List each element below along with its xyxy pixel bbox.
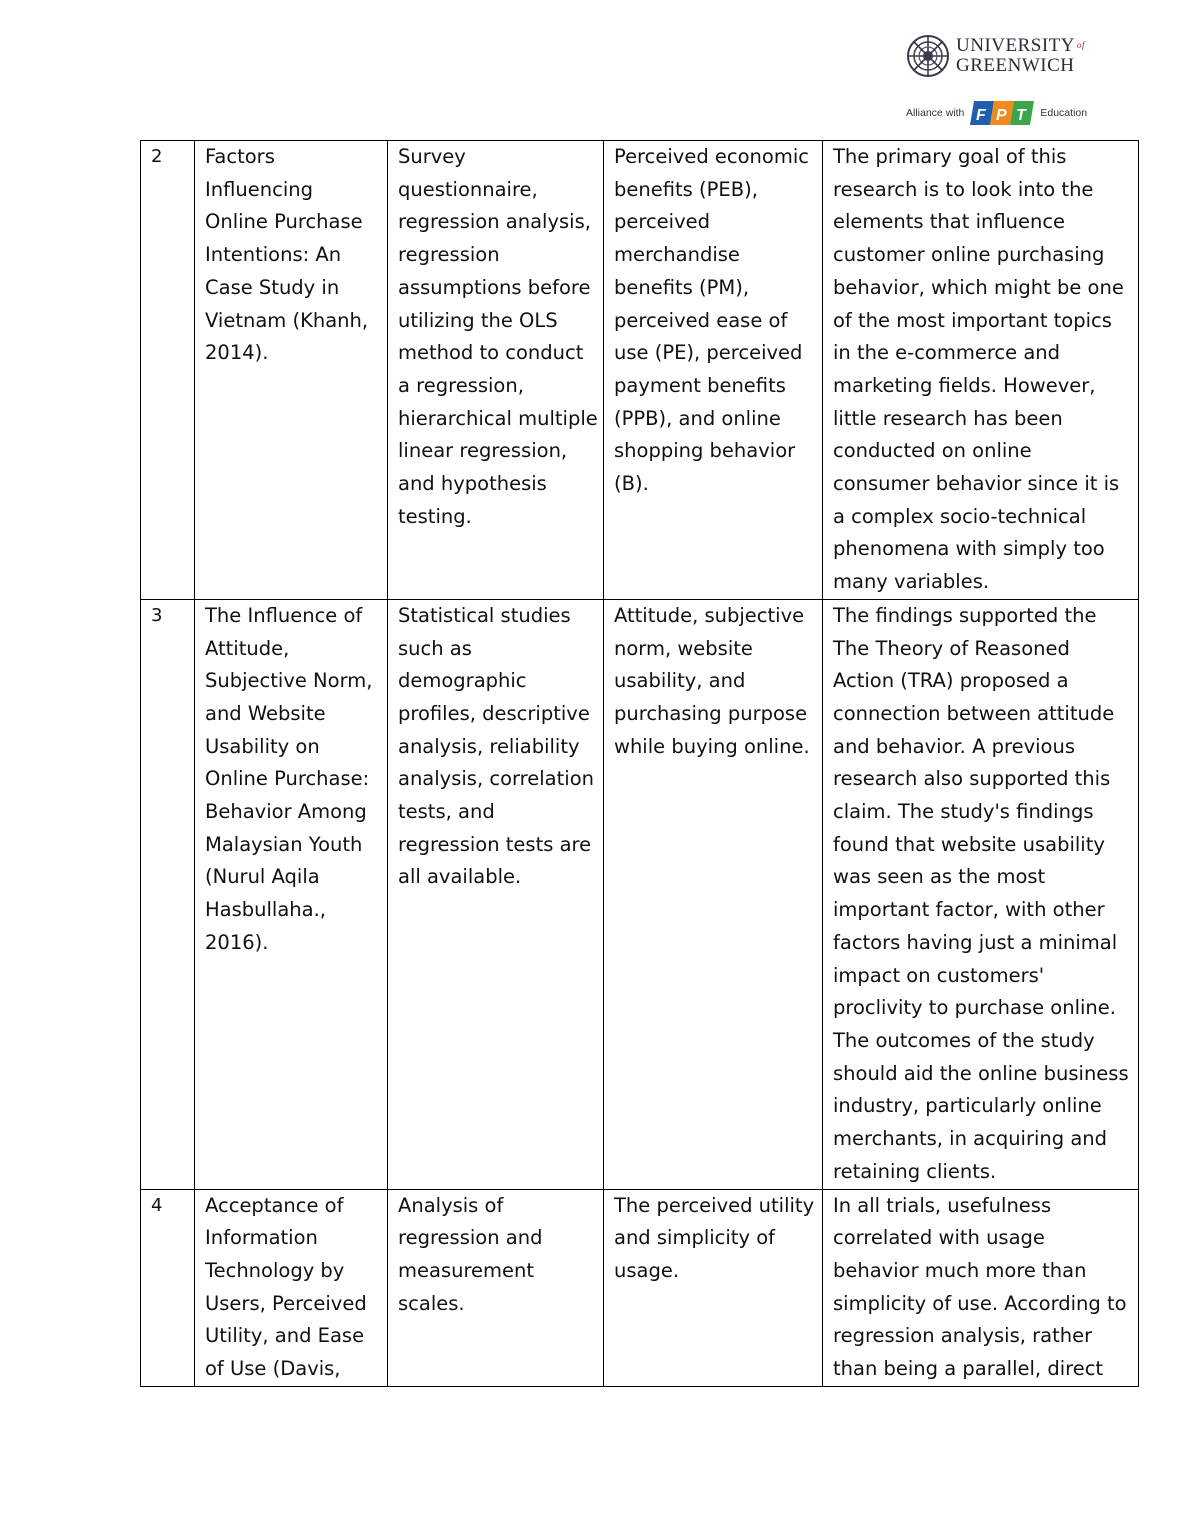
table-row [141,141,1139,600]
row-number: 4 [141,1189,195,1386]
findings-cell: The primary goal of this research is to look into the elements that influence customer online purchasing behavior, which might be one of the most important topics in the e-commerce and marketing fields. However, little research has been conducted on online consumer behavior since it is a complex socio-technical phenomena with simply too many variables. [823,141,1139,600]
svg-text:P: P [996,107,1008,124]
fpt-logo-icon [970,98,1036,128]
variables-cell: Perceived economic benefits (PEB), perceived merchandise benefits (PM), perceived ease of use (PE), perceived payment benefits (PPB), and online shopping behavior (B). [604,141,823,600]
study-title-cell: Factors Influencing Online Purchase Intentions: An Case Study in Vietnam (Khanh, 2014). [195,141,388,600]
svg-text:T: T [1016,107,1027,124]
study-title-cell: Acceptance of Information Technology by Users, Perceived Utility, and Ease of Use (Davis, [195,1189,388,1386]
method-cell: Statistical studies such as demographic profiles, descriptive analysis, reliability analysis, correlation tests, and regression tests are all available. [388,599,604,1189]
row-number: 3 [141,599,195,1189]
literature-review-table [140,140,1139,1387]
university-seal-icon [906,34,950,78]
findings-cell: In all trials, usefulness correlated with usage behavior much more than simplicity of use. According to regression analysis, rather than being a parallel, direct [823,1189,1139,1386]
table-row [141,1189,1139,1386]
variables-cell: The perceived utility and simplicity of usage. [604,1189,823,1386]
education-text: Education [1040,107,1088,119]
svg-text:F: F [976,107,987,124]
university-logo [900,30,1110,130]
variables-cell: Attitude, subjective norm, website usability, and purchasing purpose while buying online. [604,599,823,1189]
logo-greenwich-text: GREENWICH [956,55,1075,76]
alliance-text: Alliance with [906,107,965,119]
method-cell: Survey questionnaire, regression analysis, regression assumptions before utilizing the OLS method to conduct a regression, hierarchical multiple linear regression, and hypothesis testing. [388,141,604,600]
alliance-row [906,96,1087,130]
findings-cell: The findings supported the The Theory of Reasoned Action (TRA) proposed a connection between attitude and behavior. A previous research also supported this claim. The study's findings found that website usability was seen as the most important factor, with other factors having just a minimal impact on customers' proclivity to purchase online. The outcomes of the study should aid the online business industry, particularly online merchants, in acquiring and retaining clients. [823,599,1139,1189]
study-title-cell: The Influence of Attitude, Subjective Norm, and Website Usability on Online Purchase: Behavior Among Malaysian Youth (Nurul Aqila Hasbullaha., 2016). [195,599,388,1189]
row-number: 2 [141,141,195,600]
logo-university-text: UNIVERSITY $^{of}$ [956,35,1086,56]
method-cell: Analysis of regression and measurement scales. [388,1189,604,1386]
table-row [141,599,1139,1189]
